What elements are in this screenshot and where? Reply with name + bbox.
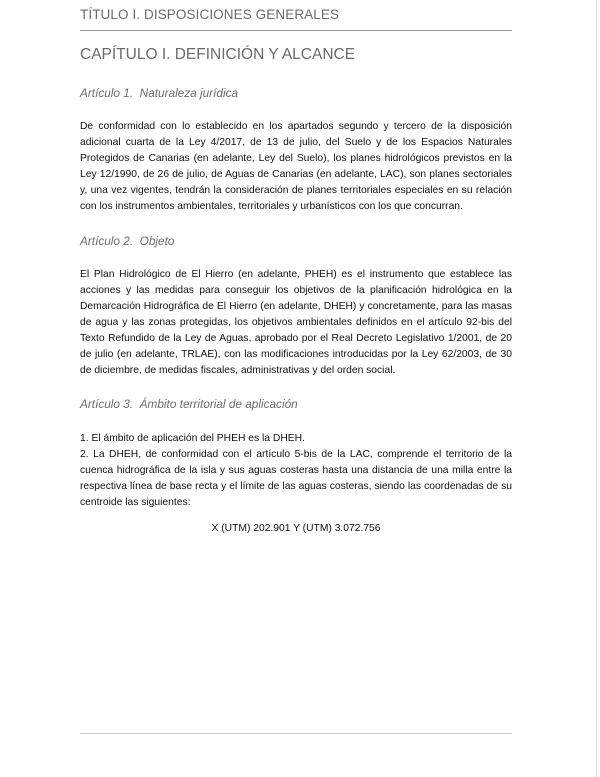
article-2-heading [80,234,174,248]
article-1-paragraph: De conformidad con lo establecido en los apartados segundo y tercero de la disposición adicional cuarta de la Ley 4/2017, de 13 de julio, del Suelo y de los Espacios Naturales Protegidos de Canarias (en adelante, Ley del Suelo), los planes hidrológicos previstos en la Ley 12/1990, de 26 de julio, de Aguas de Canarias (en adelante, LAC), son planes sectoriales y, una vez vigentes, tendrán la consideración de planes territoriales especiales en su relación con los instrumentos ambientales, territoriales y urbanísticos con los que concurran. [80,121,512,212]
header-divider [80,30,512,31]
title-heading: TÍTULO I. DISPOSICIONES GENERALES [80,7,340,22]
article-3-paragraph-2: 2. La DHEH, de conformidad con el artículo 5-bis de la LAC, comprende el territorio de la cuenca hidrográfica de la isla y sus aguas costeras hasta una distancia de una milla entre la respectiva línea de base recta y el límite de las aguas costeras, siendo las coordenadas de su centroide las siguientes: [80,449,512,508]
centroid-coordinates: X (UTM) 202.901 Y (UTM) 3.072.756 [211,523,381,534]
article-1-name: Naturaleza jurídica [139,86,239,100]
page-edge [596,0,597,777]
article-1-number: Artículo 1. [80,86,134,100]
article-3-name: Ámbito territorial de aplicación [139,397,298,411]
chapter-heading: CAPÍTULO I. DEFINICIÓN Y ALCANCE [80,46,356,63]
article-3-paragraph-1: 1. El ámbito de aplicación del PHEH es la DHEH. [80,433,305,444]
article-2-name: Objeto [139,234,175,248]
article-3-number: Artículo 3. [80,397,134,411]
footer-divider [80,733,512,734]
article-2-paragraph: El Plan Hidrológico de El Hierro (en adelante, PHEH) es el instrumento que establece las acciones y las medidas para conseguir los objetivos de la planificación hidrológica en la Demarcación Hidrográfica de El Hierro (en adelante, DHEH) y concretamente, para las masas de agua y las zonas protegidas, los objetivos ambientales definidos en el artículo 92-bis del Texto Refundido de la Ley de Aguas, aprobado por el Real Decreto Legislativo 1/2001, de 20 de julio (en adelante, TRLAE), con las modificaciones introducidas por la Ley 62/2003, de 30 de diciembre, de medidas fiscales, administrativas y del orden social. [80,269,512,376]
article-2-number: Artículo 2. [80,234,134,248]
article-1-heading [80,86,238,100]
article-3-heading [80,397,298,411]
